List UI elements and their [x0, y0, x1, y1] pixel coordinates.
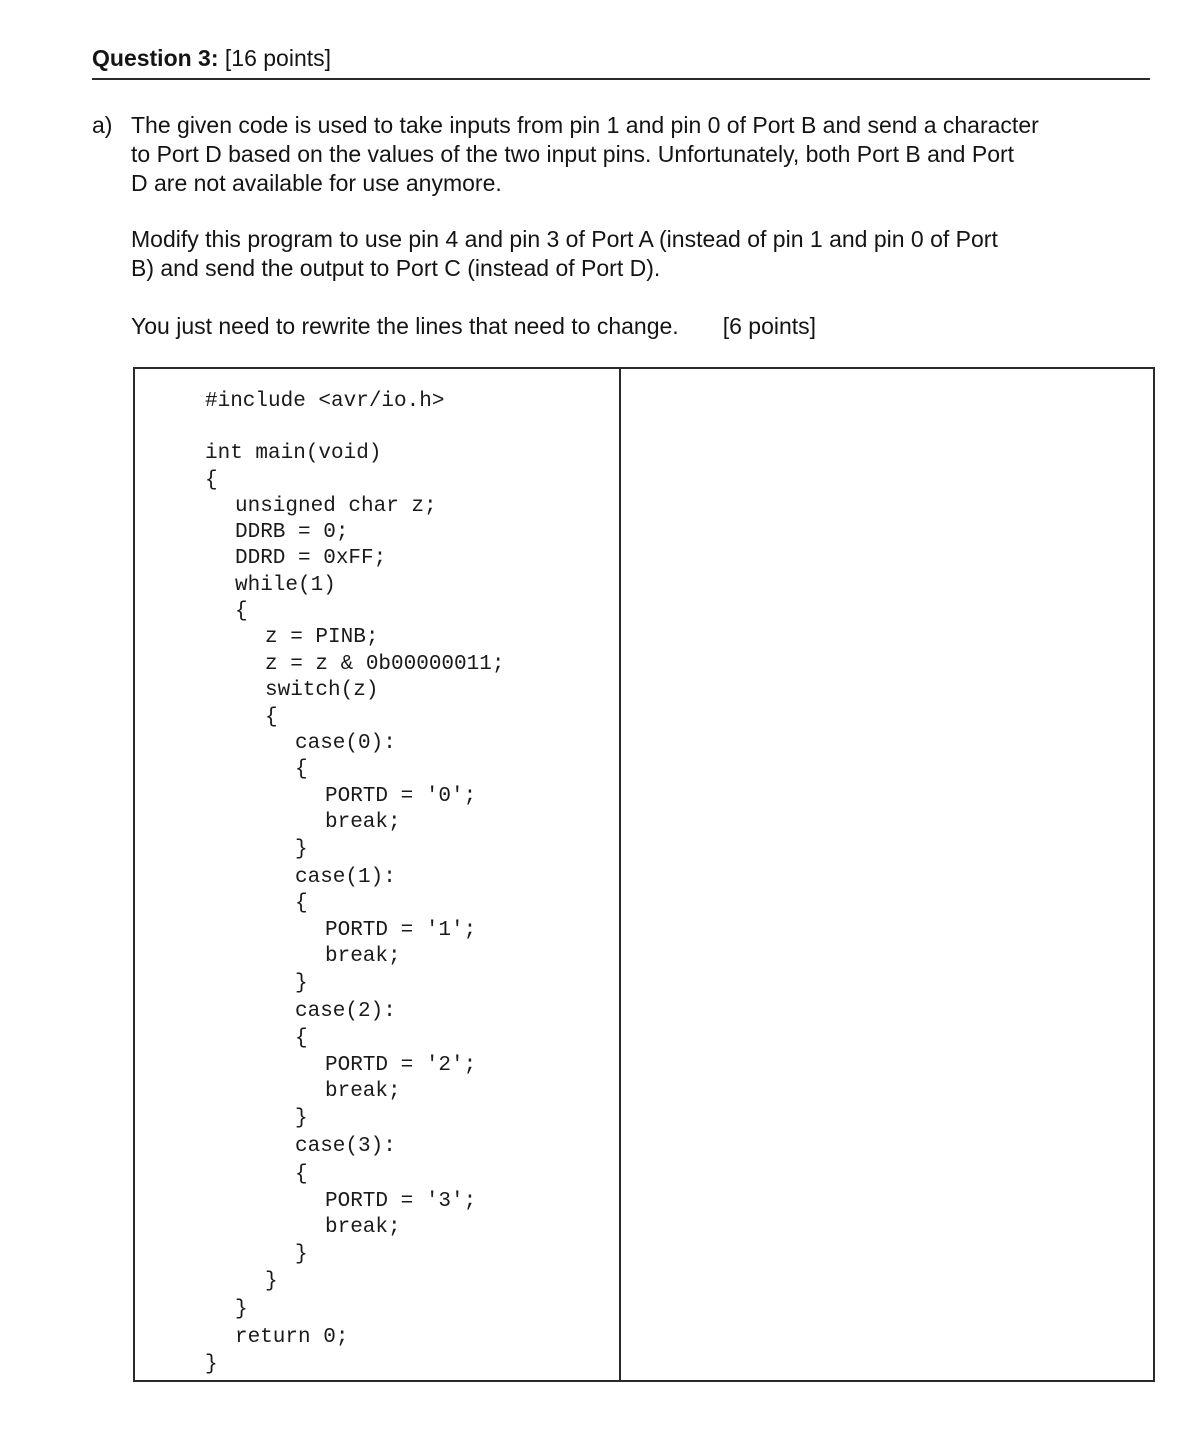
code-line-ddrd: DDRD = 0xFF;: [235, 547, 387, 570]
code-line-case2-open: {: [295, 1027, 308, 1050]
paragraph-line: D are not available for use anymore.: [131, 170, 502, 196]
code-line-case0-open: {: [295, 758, 308, 781]
part-a-paragraph-2: [131, 225, 1161, 283]
part-a-paragraph-1: [131, 111, 1161, 198]
code-line-case2-assign: PORTD = '2';: [325, 1054, 477, 1077]
code-line-case1-close: }: [295, 972, 308, 995]
header-divider: [92, 78, 1150, 80]
code-line-main-open: {: [205, 469, 218, 492]
part-a-instruction: [131, 312, 1161, 341]
part-a-label: a): [92, 112, 113, 138]
code-line-case2-close: }: [295, 1107, 308, 1130]
paragraph-line: The given code is used to take inputs from pin 1 and pin 0 of Port B and send a character: [131, 112, 1039, 138]
code-line-case1: case(1):: [295, 866, 396, 889]
paragraph-line: B) and send the output to Port C (instead of Port D).: [131, 255, 661, 281]
code-line-case3: case(3):: [295, 1135, 396, 1158]
code-line-switch-close: }: [265, 1270, 278, 1293]
code-line-case1-assign: PORTD = '1';: [325, 919, 477, 942]
code-line-return: return 0;: [235, 1326, 349, 1349]
question-label: Question 3:: [92, 45, 219, 71]
code-line-main-close: }: [205, 1353, 218, 1376]
code-line-read-pin: z = PINB;: [265, 626, 379, 649]
code-line-case0-break: break;: [325, 811, 401, 834]
code-listing-cell: [135, 369, 621, 1380]
code-line-mask: z = z & 0b00000011;: [265, 653, 505, 676]
code-line-while-close: }: [235, 1298, 248, 1321]
code-line-case1-open: {: [295, 892, 308, 915]
code-line-switch-open: {: [265, 706, 278, 729]
code-line-main-decl: int main(void): [205, 442, 382, 465]
code-line-case3-close: }: [295, 1243, 308, 1266]
code-line-decl-z: unsigned char z;: [235, 495, 437, 518]
paragraph-line: Modify this program to use pin 4 and pin 3 of Port A (instead of pin 1 and pin 0 of Port: [131, 226, 998, 252]
code-line-while: while(1): [235, 574, 336, 597]
question-points: [16 points]: [224, 45, 332, 71]
code-line-switch: switch(z): [265, 679, 379, 702]
code-line-case2: case(2):: [295, 1000, 396, 1023]
code-line-case3-assign: PORTD = '3';: [325, 1190, 477, 1213]
code-line-case0: case(0):: [295, 732, 396, 755]
code-line-while-open: {: [235, 600, 248, 623]
code-line-case3-open: {: [295, 1163, 308, 1186]
answer-table: [133, 367, 1155, 1382]
code-line-case0-close: }: [295, 838, 308, 861]
code-line-case1-break: break;: [325, 945, 401, 968]
code-line-case3-break: break;: [325, 1216, 401, 1239]
instruction-text: You just need to rewrite the lines that need to change.: [131, 313, 679, 339]
instruction-points: [6 points]: [722, 313, 817, 339]
code-line-case0-assign: PORTD = '0';: [325, 785, 477, 808]
code-line-ddrb: DDRB = 0;: [235, 521, 349, 544]
paragraph-line: to Port D based on the values of the two input pins. Unfortunately, both Port B and Port: [131, 141, 1015, 167]
question-header: [92, 44, 331, 72]
code-line-include: #include <avr/io.h>: [205, 390, 445, 413]
code-line-case2-break: break;: [325, 1080, 401, 1103]
answer-cell[interactable]: [621, 369, 1153, 1380]
